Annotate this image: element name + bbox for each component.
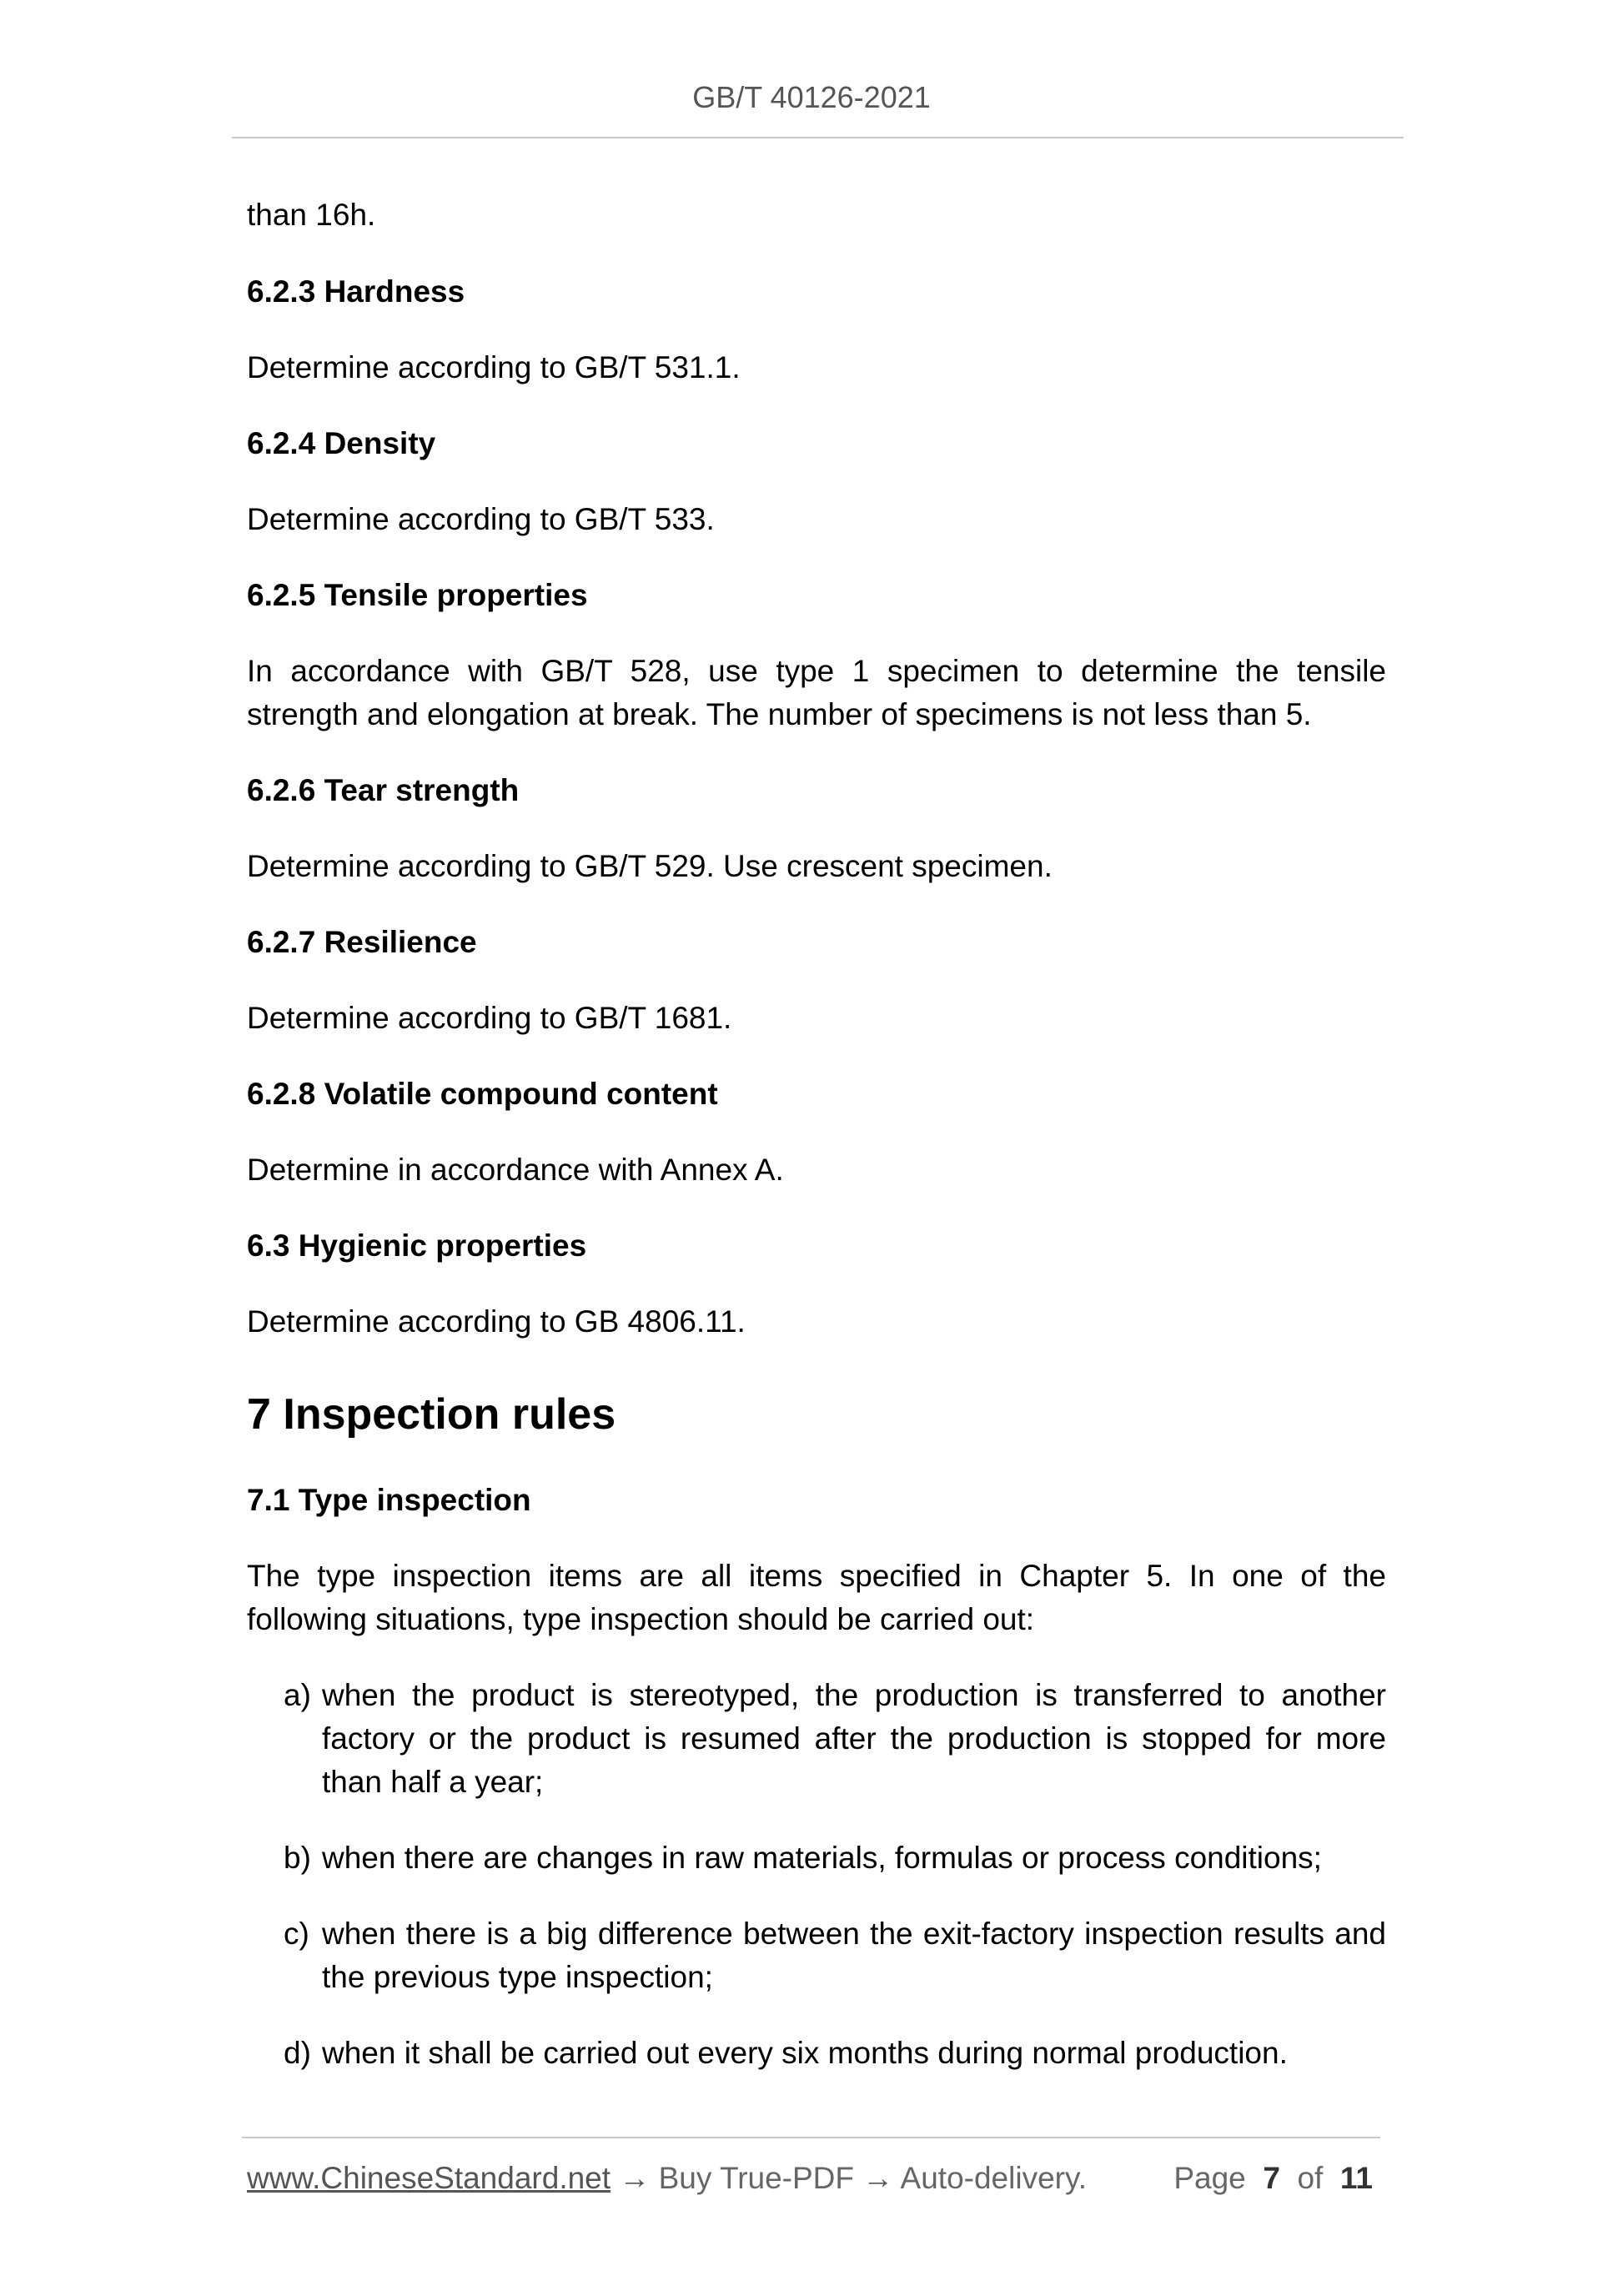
delivery-text: Auto-delivery. [900,2161,1088,2195]
page-current: 7 [1263,2161,1280,2195]
arrow-right-icon: → [862,2161,894,2195]
section-heading-6-2-3: 6.2.3 Hardness [247,274,465,309]
paragraph: The type inspection items are all items specified in Chapter 5. In one of the following situations, type inspection should be carried out: [247,1559,1386,1636]
section-heading-6-2-7: 6.2.7 Resilience [247,925,477,959]
paragraph: In accordance with GB/T 528, use type 1 specimen to determine the tensile strength and elongation at break. The number of specimens is not less than 5. [247,654,1386,731]
page-of: of [1297,2161,1324,2195]
list-item-text: when it shall be carried out every six months during normal production. [322,2036,1288,2070]
list-marker: b) [284,1841,311,1875]
list-item [284,2032,1386,2075]
page-total: 11 [1339,2161,1373,2195]
section-heading-6-2-5: 6.2.5 Tensile properties [247,578,588,612]
header-divider [232,137,1404,138]
paragraph: Determine according to GB/T 531.1. [247,350,741,384]
section-heading-6-2-4: 6.2.4 Density [247,426,436,460]
situation-list [284,1674,1386,2075]
list-item-text: when there is a big difference between the exit-factory inspection results and the previous type inspection; [322,1917,1386,1994]
list-marker: d) [284,2036,311,2070]
list-item [284,1836,1386,1880]
section-heading-6-2-6: 6.2.6 Tear strength [247,773,520,807]
list-item-text: when there are changes in raw materials, formulas or process conditions; [322,1841,1322,1875]
list-marker: c) [284,1917,309,1951]
buy-text: Buy True-PDF [658,2161,855,2195]
document-body [247,167,1386,2075]
list-item-text: when the product is stereotyped, the production is transferred to another factory or the product is resumed after the production is stopped for more than half a year; [322,1678,1386,1799]
page-label: Page [1173,2161,1246,2195]
paragraph: Determine according to GB/T 533. [247,502,715,536]
list-item [284,1912,1386,1999]
section-heading-6-2-8: 6.2.8 Volatile compound content [247,1077,718,1111]
section-heading-6-3: 6.3 Hygienic properties [247,1228,587,1263]
paragraph: than 16h. [247,198,376,232]
section-heading-7-1: 7.1 Type inspection [247,1483,531,1517]
paragraph: Determine according to GB/T 529. Use crescent specimen. [247,849,1053,883]
website-link[interactable]: www.ChineseStandard.net [247,2161,611,2195]
page-header-title: GB/T 40126-2021 [692,80,931,114]
arrow-right-icon: → [619,2161,651,2195]
paragraph: Determine in accordance with Annex A. [247,1153,784,1187]
page-footer [247,2157,1373,2200]
page-indicator [1173,2157,1373,2200]
paragraph: Determine according to GB 4806.11. [247,1304,746,1339]
footer-divider [242,2137,1380,2138]
paragraph: Determine according to GB/T 1681. [247,1001,732,1035]
list-item [284,1674,1386,1804]
chapter-heading-7: 7 Inspection rules [247,1390,616,1439]
list-marker: a) [284,1678,311,1712]
